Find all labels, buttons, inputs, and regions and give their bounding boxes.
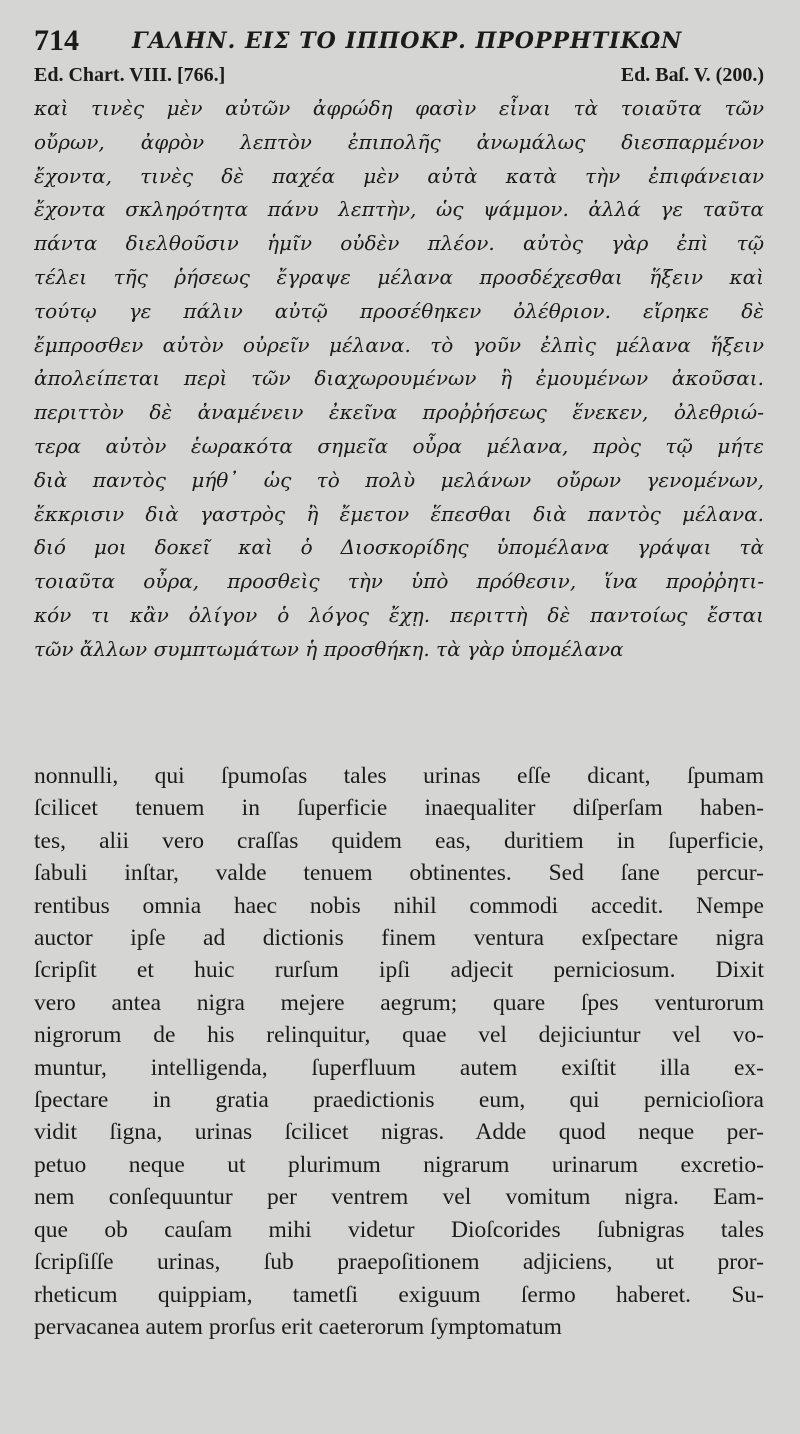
- greek-text-line: καὶ τινὲς μὲν αὐτῶν ἀφρώδη φασὶν εἶναι τὰ τοιαῦτα τῶν: [34, 96, 764, 120]
- latin-text-line: tes, alii vero craſſas quidem eas, duritiem in ſuperficie,: [34, 827, 764, 854]
- latin-text-line: petuo neque ut plurimum nigrarum urinarum excretio-: [34, 1151, 764, 1178]
- greek-text-line: ἔχοντα σκληρότητα πάνυ λεπτὴν, ὡς ψάμμον. ἀλλά γε ταῦτα: [34, 197, 764, 222]
- page-number: 714: [34, 24, 79, 57]
- greek-text-block: [34, 92, 764, 667]
- latin-text-line: ſcripſit et huic rurſum ipſi adjecit perniciosum. Dixit: [34, 957, 764, 984]
- latin-text-line: nem conſequuntur per ventrem vel vomitum nigra. Eam-: [34, 1184, 764, 1211]
- greek-text-line: πάντα διελθοῦσιν ἡμῖν οὐδὲν πλέον. αὐτὸς γὰρ ἐπὶ τῷ: [34, 231, 764, 256]
- latin-text-line: vero antea nigra mejere aegrum; quare ſpes venturorum: [34, 989, 764, 1016]
- latin-text-line: pervacanea autem prorſus erit caeterorum ſymptomatum: [34, 1313, 562, 1340]
- greek-text-line: τοιαῦτα οὖρα, προσθεὶς τὴν ὑπὸ πρόθεσιν, ἵνα προῤῥητι-: [34, 569, 764, 594]
- latin-text-line: nigrorum de his relinquitur, quae vel dejiciuntur vel vo-: [34, 1022, 764, 1049]
- latin-text-line: rentibus omnia haec nobis nihil commodi accedit. Nempe: [34, 892, 764, 919]
- latin-text-line: ſcripſiſſe urinas, ſub praepoſitionem adjiciens, ut pror-: [34, 1249, 764, 1276]
- greek-text-line: κόν τι κἂν ὀλίγον ὁ λόγος ἔχῃ. περιττὴ δὲ παντοίως ἔσται: [34, 602, 764, 627]
- running-title: ΓΑΛΗΝ. ΕΙΣ ΤΟ ΙΠΠΟΚΡ. ΠΡΟΡΡΗΤΙΚΩΝ: [132, 28, 683, 54]
- greek-text-line: τῶν ἄλλων συμπτωμάτων ἡ προσθήκη. τὰ γὰρ ὑπομέλανα: [34, 636, 624, 661]
- greek-text-line: ἔκκρισιν διὰ γαστρὸς ἢ ἔμετον ἕπεσθαι διὰ παντὸς μέλανα.: [34, 501, 764, 526]
- greek-text-line: τούτῳ γε πάλιν αὐτῷ προσέθηκεν ὀλέθριον. εἴρηκε δὲ: [34, 298, 764, 323]
- latin-text-line: que ob cauſam mihi videtur Dioſcorides ſubnigras tales: [34, 1216, 764, 1243]
- greek-text-line: ἔμπροσθεν αὐτὸν οὐρεῖν μέλανα. τὸ γοῦν ἐλπὶς μέλανα ἥξειν: [34, 332, 764, 357]
- edition-right: Ed. Baſ. V. (200.): [620, 64, 764, 86]
- latin-text-line: muntur, intelligenda, ſuperfluum autem exiſtit illa ex-: [34, 1054, 764, 1081]
- greek-text-line: τερα αὐτὸν ἑωρακότα σημεῖα οὖρα μέλανα, πρὸς τῷ μήτε: [34, 433, 764, 458]
- greek-text-line: διὰ παντὸς μήθ᾽ ὡς τὸ πολὺ μελάνων οὔρων γενομένων,: [34, 467, 764, 492]
- edition-references: [34, 62, 764, 90]
- greek-text-line: διό μοι δοκεῖ καὶ ὁ Διοσκορίδης ὑπομέλανα γράψαι τὰ: [34, 535, 764, 560]
- latin-text-block: [34, 760, 764, 1343]
- latin-text-line: ſabuli inſtar, valde tenuem obtinentes. Sed ſane percur-: [34, 860, 764, 887]
- latin-text-line: ſpectare in gratia praedictionis eum, qui pernicioſiora: [34, 1087, 764, 1114]
- page-header: [34, 20, 764, 60]
- latin-text-line: vidit ſigna, urinas ſcilicet nigras. Adde quod neque per-: [34, 1119, 764, 1146]
- greek-text-line: τέλει τῆς ῥήσεως ἔγραψε μέλανα προσδέχεσθαι ἥξειν καὶ: [34, 264, 764, 289]
- latin-text-line: ſcilicet tenuem in ſuperficie inaequaliter diſperſam haben-: [34, 795, 764, 822]
- latin-text-line: auctor ipſe ad dictionis finem ventura exſpectare nigra: [34, 925, 764, 952]
- greek-text-line: περιττὸν δὲ ἀναμένειν ἐκεῖνα προῤῥήσεως ἕνεκεν, ὀλεθριώ-: [34, 400, 764, 425]
- latin-text-line: nonnulli, qui ſpumoſas tales urinas eſſe dicant, ſpumam: [34, 763, 764, 789]
- greek-text-line: ἔχοντα, τινὲς δὲ παχέα μὲν αὐτὰ κατὰ τὴν ἐπιφάνειαν: [34, 163, 764, 188]
- greek-text-line: οὔρων, ἀφρὸν λεπτὸν ἐπιπολῆς ἀνωμάλως διεσπαρμένον: [34, 129, 764, 154]
- edition-left: Ed. Chart. VIII. [766.]: [34, 64, 226, 86]
- greek-text-line: ἀπολείπεται περὶ τῶν διαχωρουμένων ἢ ἐμουμένων ἀκοῦσαι.: [34, 366, 764, 391]
- latin-text-line: rheticum quippiam, tametſi exiguum ſermo haberet. Su-: [34, 1281, 764, 1308]
